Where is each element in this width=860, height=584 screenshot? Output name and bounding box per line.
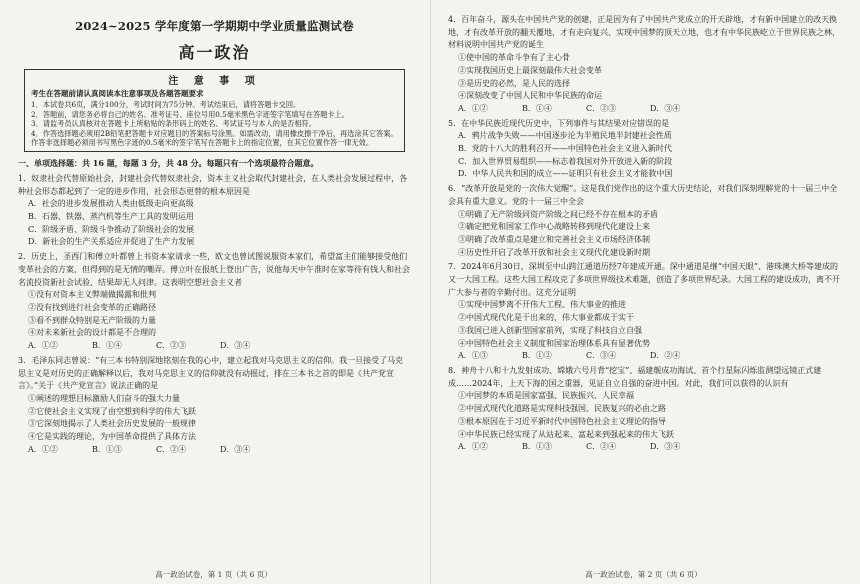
question-option: A．鸦片战争失败——中国逐步沦为半殖民地半封建社会性质 <box>458 131 672 141</box>
question-2 <box>18 251 411 353</box>
answer-choices <box>448 103 841 116</box>
question-1 <box>18 173 411 249</box>
question-option: ②中国式现代化是干出来的，伟大事业都成于实干 <box>458 313 634 323</box>
answer-choice: D．③④ <box>220 341 251 351</box>
question-option: ④对未来新社会的设计都是不合理的 <box>28 328 156 338</box>
answer-choice: A．①② <box>458 103 488 113</box>
page-divider <box>430 0 431 584</box>
question-option: B．石器、铁器、蒸汽机等生产工具的发明运用 <box>28 212 194 222</box>
question-stem: 1．奴隶社会代替原始社会，封建社会代替奴隶社会，资本主义社会取代封建社会，在人类社会发展过程中，各种社会形态都起到了一定的进步作用，社会形态更替的根本原因是 <box>18 173 408 196</box>
subject-title: 高一政治 <box>178 43 251 62</box>
question-option: ④中国特色社会主义制度和国家治理体系具有显著优势 <box>458 338 650 348</box>
notice-item: 3．请监考员认真核对在答题卡上所粘贴的条形码上的姓名、考试证号与本人的是否相符。 <box>31 119 316 129</box>
question-stem: 8．神舟十八和十九发射成功、嫦娥六号月背“挖宝”、福建舰成功海试、首个行星际闪烁监测望远镜正式建成……2024年，上天下海的国之重器，见证自立自强的奋进中国。对此，我们可以获得的认识有 <box>448 365 822 388</box>
question-stem: 7．2024年6月30日，深圳至中山跨江通道历经7年建成开通。深中通道是继“中国天眼”、港珠澳大桥等建成的又一大国工程。这些大国工程攻克了多项世界级技术难题，创造了多项世界纪录。大国工程的建设成功，离不开广大参与者的辛勤付出。这充分证明 <box>448 262 840 297</box>
question-stem: 3．毛泽东同志曾说：“有三本书特别深地铭刻在我的心中，建立起我对马克思主义的信仰。我一旦接受了马克思主义是对历史的正确解释以后，我对马克思主义的信仰就没有动摇过，排在三本书之首的即是《共产党宣言》。”关于《共产党宣言》说法正确的是 <box>18 355 404 391</box>
question-option: ④历史性开启了改革开放和社会主义现代化建设新时期 <box>458 247 650 257</box>
answer-choice: B．①④ <box>92 341 122 351</box>
answer-choice: D．③④ <box>650 103 681 113</box>
question-stem: 6．“改革开放是党的一次伟大觉醒”。这是我们党作出的这个重大历史结论，对我们深刻理解党的十一届三中全会具有重大意义。党的十一届三中全会 <box>448 184 838 206</box>
answer-choice: D．③④ <box>650 442 681 452</box>
question-stem: 5．在中华民族近现代历史中，下列事件与其结果对应错误的是 <box>448 118 670 128</box>
answer-choice: D．③④ <box>220 444 251 454</box>
question-option: C．阶级矛盾、阶级斗争推动了阶级社会的发展 <box>28 224 195 234</box>
answer-choice: A．①② <box>28 341 58 351</box>
answer-choice: C．②③ <box>156 341 187 351</box>
answer-choice: D．②④ <box>650 351 681 361</box>
answer-choice: A．①② <box>458 442 488 452</box>
question-option: D．新社会的生产关系适应并促进了生产力发展 <box>28 237 195 247</box>
question-option: ③我国已进入创新型国家前列，实现了科技自立自强 <box>458 325 642 335</box>
question-option: ②中国式现代化道路是实现科技强国、民族复兴的必由之路 <box>458 404 666 414</box>
question-option: ③明确了改革重点是建立和完善社会主义市场经济体制 <box>458 234 650 244</box>
section-heading: 一、单项选择题：共 16 题，每题 3 分，共 48 分。每题只有一个选项最符合题意。 <box>18 157 319 168</box>
question-option: ①中国梦的本质是国家富强、民族振兴、人民幸福 <box>458 391 634 401</box>
question-option: ①实现中国梦离不开伟大工程、伟大事业的推进 <box>458 300 626 310</box>
question-option: C．加入世界贸易组织——标志着我国对外开放进入新的阶段 <box>458 156 673 166</box>
question-5 <box>448 118 841 182</box>
answer-choice: A．①② <box>28 444 58 454</box>
question-option: ①没有对资本主义弊端做揭露和批判 <box>28 290 156 300</box>
question-3 <box>18 355 411 457</box>
question-option: ②确定把党和国家工作中心战略转移到现代化建设上来 <box>458 222 650 232</box>
question-option: ②实现我国历史上最深刻最伟大社会变革 <box>458 65 602 75</box>
answer-choices <box>448 441 841 454</box>
notice-lead: 考生在答题前请认真阅读本注意事项及各题答题要求 <box>31 89 204 98</box>
answer-choice: C．②④ <box>156 444 187 454</box>
question-4 <box>448 14 841 116</box>
question-stem: 2．历史上，圣西门和傅立叶都曾上书资本家请求一些，欧文也曾试图说服资本家们，希望富主们能够接受他们变革社会的方案，但得到的是无情的嘲弄。傅立叶在报纸上登出广告，说他每天中午准时在家等待有钱人和社会名流投资新社会试验，结果却无人问津。这表明空想社会主义者 <box>18 252 410 287</box>
answer-choice: B．①② <box>522 351 552 361</box>
answer-choice: C．③④ <box>586 351 617 361</box>
answer-choice: B．①③ <box>522 442 552 452</box>
answer-choice: B．①③ <box>92 444 122 454</box>
question-option: ①阐述的理想目标激励人们奋斗的强大力量 <box>28 393 180 403</box>
question-6 <box>448 183 841 259</box>
page-footer: 高一政治试卷，第 2 页（共 6 页） <box>585 570 702 579</box>
notice-item: 1．本试卷共6页，满分100分，考试时间为75分钟。考试结束后，请将答题卡交回。 <box>31 100 301 109</box>
question-option: ④中华民族已经实现了从站起来、富起来到强起来的伟大飞跃 <box>458 429 674 439</box>
question-option: ③它深刻地揭示了人类社会历史发展的一般规律 <box>28 419 196 429</box>
notice-item: 4．作答选择题必须用2B铅笔把答题卡对应题目的答案标号涂黑。如需改动，请用橡皮擦干净后，再选涂其它答案。作答非选择题必须用书写黑色字迹的0.5毫米的签字笔写在答题卡上的指定位置，在其它位置作答一律无效。 <box>31 128 398 148</box>
question-8 <box>448 365 841 454</box>
question-option: ③根本原因在于习近平新时代中国特色社会主义理论的指导 <box>458 416 666 426</box>
question-option: ③看不到群众特别是无产阶级的力量 <box>28 315 156 325</box>
page-2 <box>436 12 851 584</box>
question-option: ①使中国的革命斗争有了主心骨 <box>458 53 570 63</box>
page-1 <box>6 12 421 584</box>
answer-choices <box>18 444 411 457</box>
question-stem: 4．百年奋斗，源头在中国共产党的创建，正是因为有了中国共产党成立的开天辟地，才有新中国建立的改天换地，才有改革开放的翻天覆地，才有走向复兴、实现中国梦的顶天立地，也才有中华民族屹立于世界民族之林，材料说明中国共产党的诞生 <box>448 15 840 50</box>
question-option: ③是历史的必然，是人民的选择 <box>458 78 570 88</box>
question-7 <box>448 261 841 363</box>
question-option: ①明确了无产阶级同资产阶级之间已经不存在根本的矛盾 <box>458 209 658 219</box>
question-option: ②没有找到进行社会变革的正确路径 <box>28 303 156 312</box>
notice-item: 2．答题前，请您务必将自己的姓名、准考证号、座位号用0.5毫米黑色字迹签字笔填写在答题卡上。 <box>31 109 349 119</box>
exam-title: 2024~2025 学年度第一学期期中学业质量监测试卷 <box>75 19 354 33</box>
answer-choice: C．②③ <box>586 103 617 113</box>
question-option: ②它使社会主义实现了由空想到科学的伟大飞跃 <box>28 406 196 416</box>
notice-heading: 注 意 事 项 <box>168 76 261 87</box>
answer-choice: C．②④ <box>586 442 617 452</box>
answer-choices <box>18 340 411 353</box>
question-option: ④它是实践的理论，为中国革命提供了具体方法 <box>28 432 196 442</box>
notice-box <box>24 69 405 152</box>
answer-choice: B．①④ <box>522 103 552 113</box>
question-option: ④深刻改变了中国人民和中华民族的命运 <box>458 91 602 101</box>
question-option: B．党的十八大的胜利召开——中国特色社会主义进入新时代 <box>458 144 672 154</box>
page-footer: 高一政治试卷，第 1 页（共 6 页） <box>155 570 272 579</box>
answer-choice: A．①③ <box>458 351 488 361</box>
answer-choices <box>448 350 841 363</box>
question-option: A．社会的进步发展推动人类由低级走向更高级 <box>28 199 194 209</box>
question-option: D．中华人民共和国的成立——证明只有社会主义才能救中国 <box>458 169 673 179</box>
